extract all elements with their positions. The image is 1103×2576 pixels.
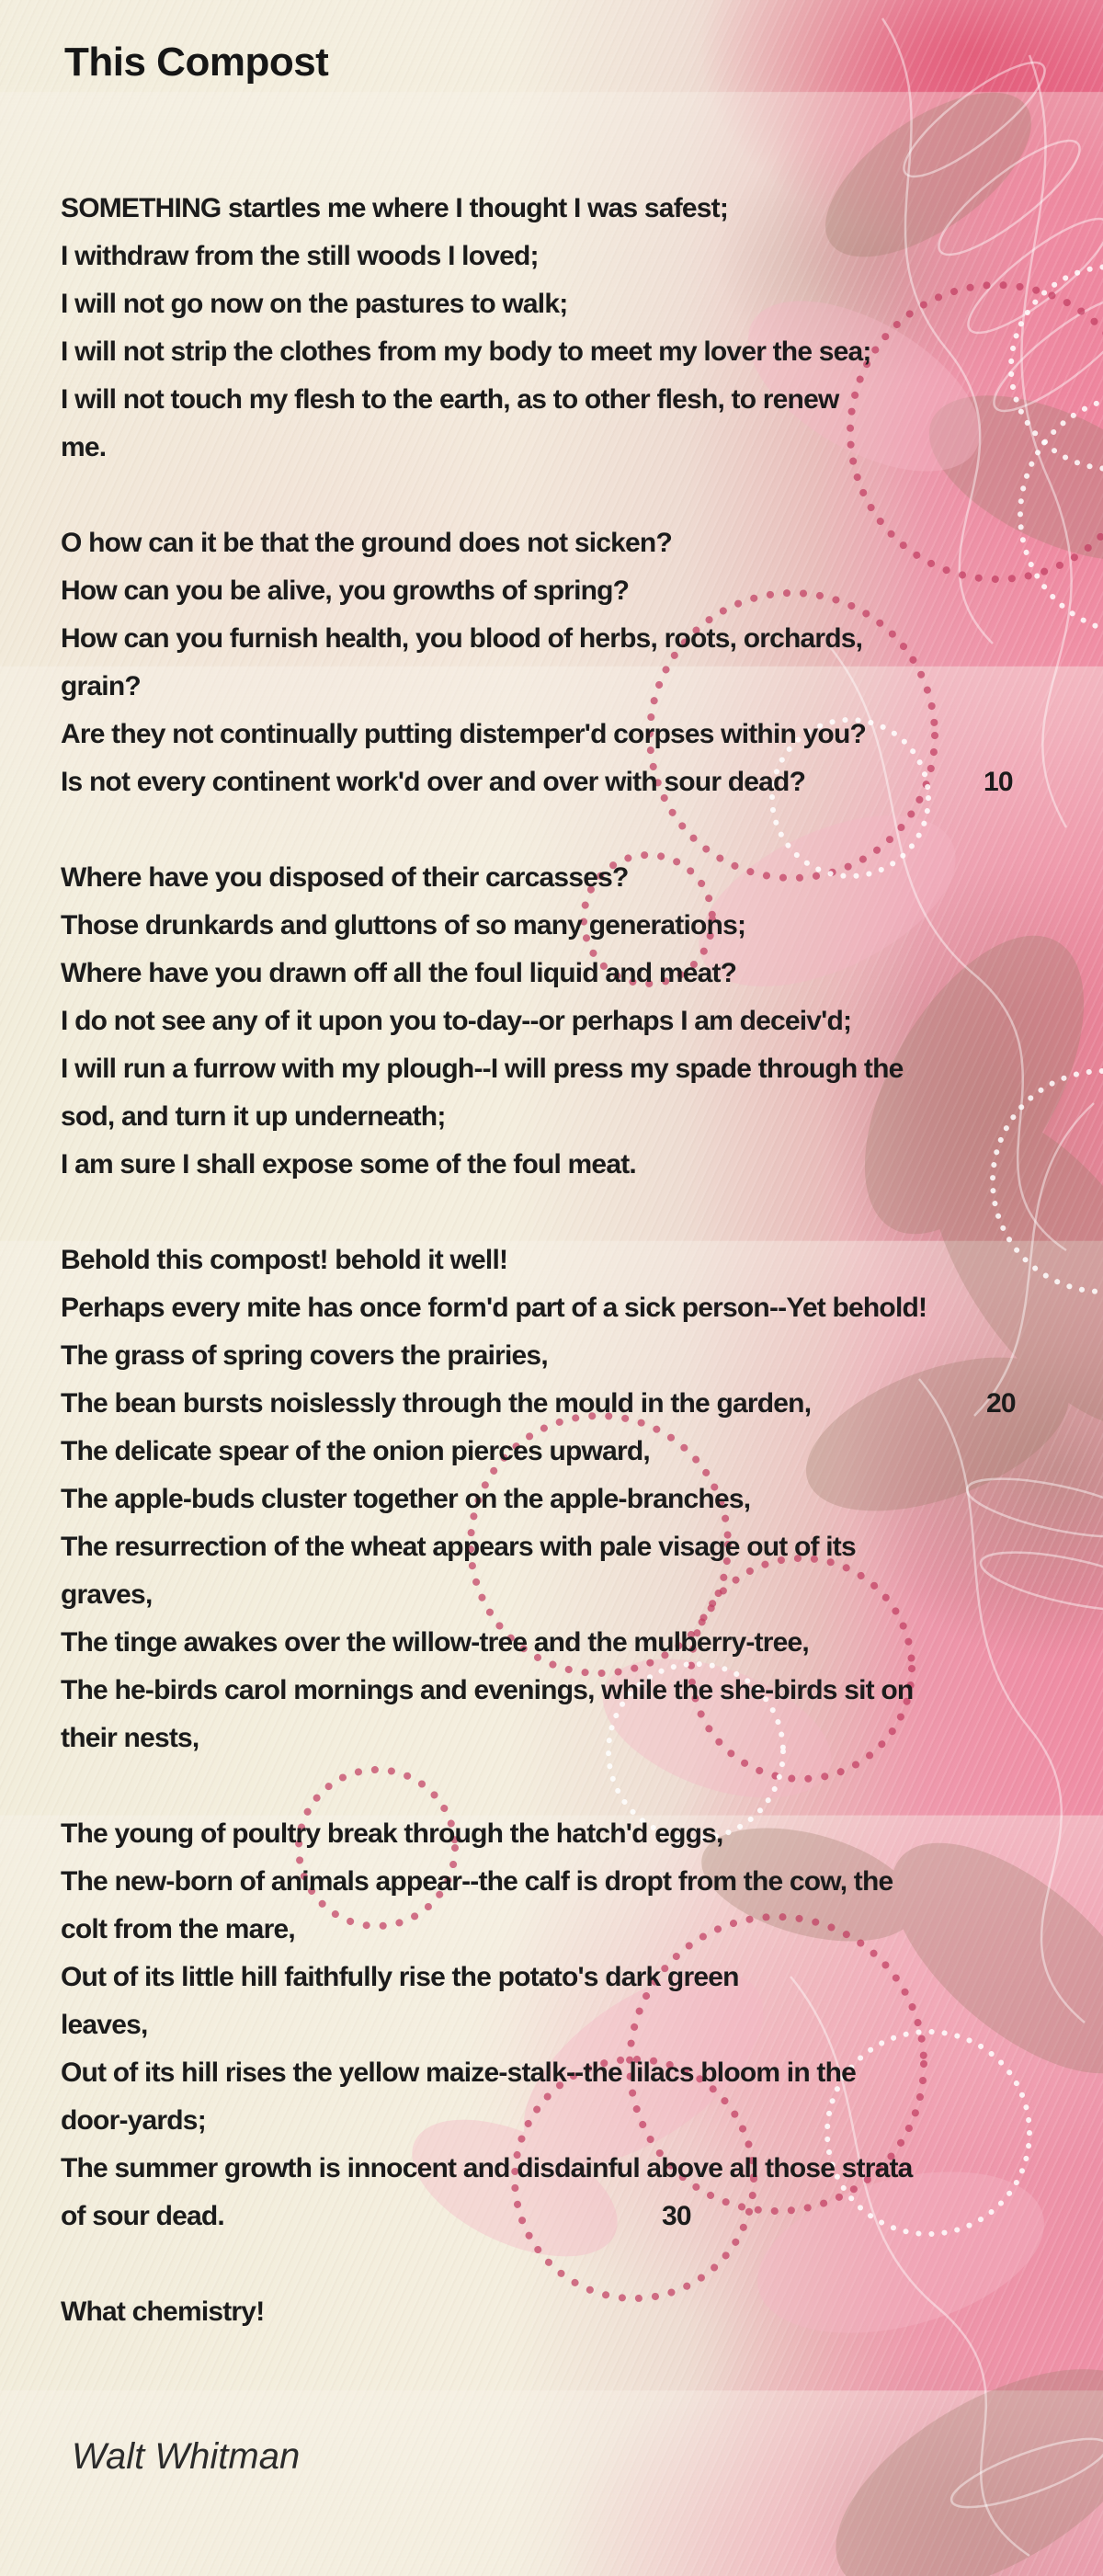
poem-line-text: I withdraw from the still woods I loved;	[61, 241, 539, 271]
poem-line	[61, 280, 1066, 328]
poem-line	[61, 1428, 1066, 1476]
poem-line	[61, 567, 1066, 615]
poem-line-text: I do not see any of it upon you to-day--or perhaps I am deceiv'd;	[61, 1006, 852, 1036]
stanza	[61, 854, 1066, 1189]
poem-line-text: I am sure I shall expose some of the foul meat.	[61, 1149, 636, 1180]
poem-line-text: their nests,	[61, 1723, 199, 1753]
poem-line	[61, 1476, 1066, 1523]
poem-title: This Compost	[64, 40, 329, 85]
poem-line-text: The young of poultry break through the hatch'd eggs,	[61, 1818, 723, 1849]
stanza	[61, 1237, 1066, 1762]
poem-line	[61, 2001, 1066, 2049]
poem-line-text: The apple-buds cluster together on the apple-branches,	[61, 1484, 751, 1514]
poem-line	[61, 185, 1066, 233]
poem-line-text: The tinge awakes over the willow-tree and the mulberry-tree,	[61, 1627, 809, 1658]
poem-line	[61, 1284, 1066, 1332]
stanza	[61, 2288, 1066, 2336]
poem-line-text: graves,	[61, 1579, 153, 1610]
stanza	[61, 519, 1066, 806]
poem-line-text: The bean bursts noislessly through the mould in the garden,	[61, 1388, 812, 1419]
poem-line-text: How can you be alive, you growths of spring?	[61, 576, 630, 606]
stanza	[61, 185, 1066, 472]
poem-line-text: I will run a furrow with my plough--I will press my spade through the	[61, 1054, 904, 1084]
line-number: 30	[662, 2201, 691, 2231]
poem-line	[61, 2288, 1066, 2336]
poem-line-text: I will not touch my flesh to the earth, as to other flesh, to renew	[61, 384, 839, 415]
poem-line-text: of sour dead.	[61, 2201, 224, 2231]
poem-line	[61, 1380, 1066, 1428]
poem-line-text: sod, and turn it up underneath;	[61, 1101, 446, 1132]
poem-line	[61, 758, 1066, 806]
poem-line	[61, 1619, 1066, 1667]
poem-line-text: Where have you drawn off all the foul liquid and meat?	[61, 958, 737, 988]
poem-line-text: Behold this compost! behold it well!	[61, 1245, 508, 1275]
poem-line	[61, 1667, 1066, 1715]
poem-line	[61, 997, 1066, 1045]
poem-line	[61, 1810, 1066, 1858]
poem-line-text: O how can it be that the ground does not sicken?	[61, 528, 672, 558]
poem-line-text: me.	[61, 432, 107, 462]
poem-line-text: Is not every continent work'd over and over with sour dead?	[61, 767, 806, 797]
poem-line-text: The summer growth is innocent and disdainful above all those strata	[61, 2153, 913, 2183]
poem-line-text: I will not strip the clothes from my body to meet my lover the sea;	[61, 336, 871, 367]
poem-line	[61, 902, 1066, 950]
poem-line-text: grain?	[61, 671, 141, 701]
poem-line-text: SOMETHING startles me where I thought I was safest;	[61, 193, 729, 223]
poem-line-text: The resurrection of the wheat appears with pale visage out of its	[61, 1532, 856, 1562]
poem-line-text: Out of its hill rises the yellow maize-stalk--the lilacs bloom in the	[61, 2057, 856, 2088]
poem-line	[61, 233, 1066, 280]
poem-line	[61, 950, 1066, 997]
poem-line	[61, 1045, 1066, 1093]
poem-line-text: The delicate spear of the onion pierces upward,	[61, 1436, 650, 1466]
poem-line	[61, 2049, 1066, 2097]
stanza	[61, 1810, 1066, 2240]
line-number: 20	[986, 1388, 1016, 1419]
poem-line-text: door-yards;	[61, 2105, 206, 2136]
poem-line	[61, 1571, 1066, 1619]
poem-line-text: What chemistry!	[61, 2297, 265, 2327]
poem-line	[61, 1093, 1066, 1141]
poem-line	[61, 711, 1066, 758]
poem-line	[61, 1523, 1066, 1571]
poem-line	[61, 1954, 1066, 2001]
poem-line	[61, 1237, 1066, 1284]
poem-line	[61, 1906, 1066, 1954]
poem-line-text: Perhaps every mite has once form'd part of a sick person--Yet behold!	[61, 1293, 927, 1323]
poem-line	[61, 376, 1066, 424]
author-signature: Walt Whitman	[72, 2436, 301, 2477]
poem-line-text: Out of its little hill faithfully rise the potato's dark green	[61, 1962, 739, 1992]
poem-line-text: The grass of spring covers the prairies,	[61, 1340, 548, 1371]
poem-line	[61, 424, 1066, 472]
poem-line	[61, 615, 1066, 663]
poem-line-text: Those drunkards and gluttons of so many generations;	[61, 910, 746, 940]
poem-line	[61, 2193, 1066, 2240]
poem-line-text: Are they not continually putting distemper'd corpses within you?	[61, 719, 867, 749]
poem-line-text: How can you furnish health, you blood of herbs, roots, orchards,	[61, 623, 863, 654]
poem-line-text: Where have you disposed of their carcasses?	[61, 862, 629, 893]
poem-line	[61, 1858, 1066, 1906]
poem-line	[61, 2097, 1066, 2145]
poem-line-text: The he-birds carol mornings and evenings, while the she-birds sit on	[61, 1675, 914, 1705]
poem-line	[61, 854, 1066, 902]
poem-line	[61, 2145, 1066, 2193]
line-number: 10	[984, 767, 1013, 797]
poem-line-text: leaves,	[61, 2010, 148, 2040]
poem-line	[61, 519, 1066, 567]
poem-line-text: I will not go now on the pastures to walk;	[61, 289, 568, 319]
poem-line	[61, 1141, 1066, 1189]
poem-line-text: colt from the mare,	[61, 1914, 295, 1944]
poem-body	[61, 185, 1066, 2336]
poem-line	[61, 328, 1066, 376]
poem-line-text: The new-born of animals appear--the calf is dropt from the cow, the	[61, 1866, 893, 1897]
poem-line	[61, 663, 1066, 711]
poem-line	[61, 1332, 1066, 1380]
poem-line	[61, 1715, 1066, 1762]
